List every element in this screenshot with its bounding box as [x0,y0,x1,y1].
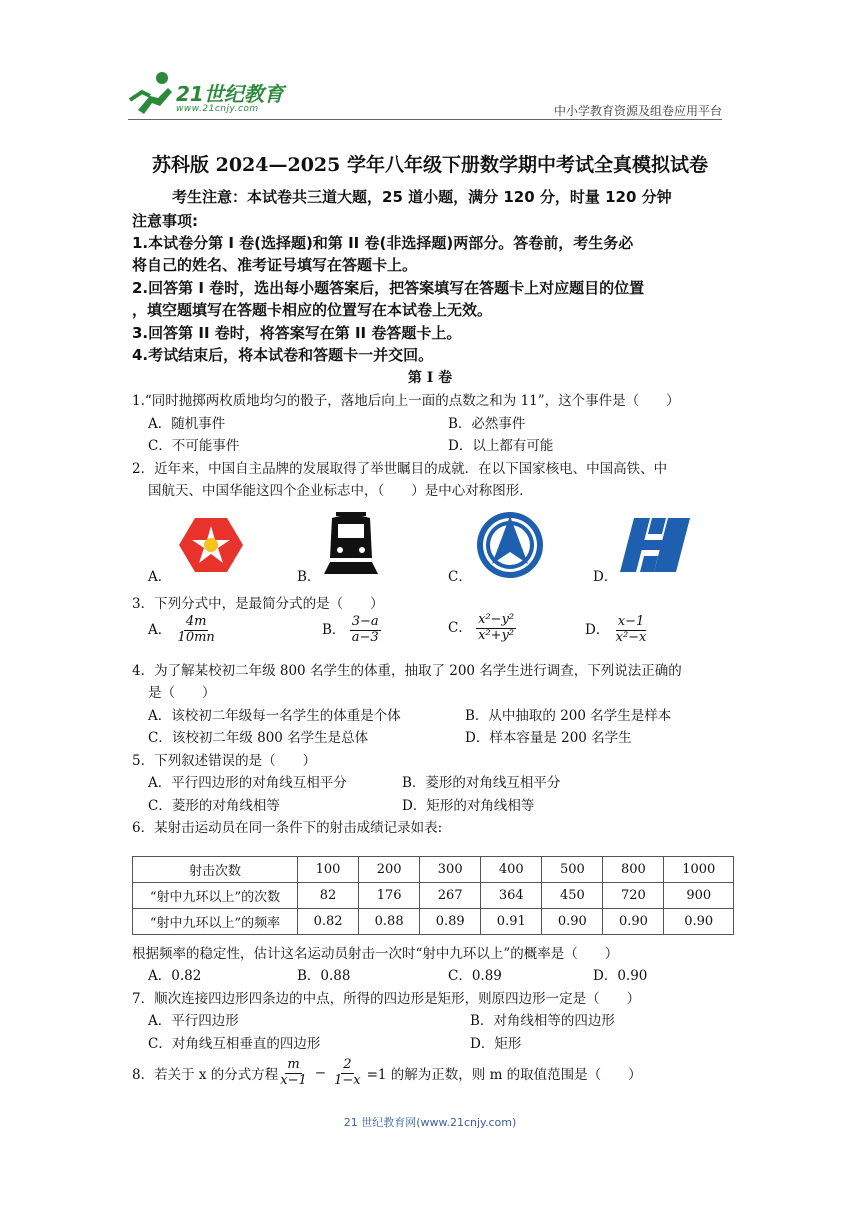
q3-option-d [585,615,648,646]
table-cell: 1000 [664,857,734,883]
table-cell: 900 [664,883,734,909]
q5-option-d: D．矩形的对角线相等 [402,798,535,814]
numerator: 2 [343,1057,352,1072]
q5-option-a: A．平行四边形的对角线互相平分 [148,775,347,791]
page-footer: 21 世纪教育网(www.21cnjy.com) [343,1116,517,1129]
question-7: 7．顺次连接四边形四条边的中点，所得的四边形是矩形，则原四边形一定是（ ） [132,991,641,1007]
note-line: ，填空题填写在答题卡相应的位置写在本试卷上无效。 [132,301,493,319]
table-cell: 200 [359,857,420,883]
fraction [278,1058,309,1089]
table-cell: 176 [359,883,420,909]
q4-option-a: A．该校初二年级每一名学生的体重是个体 [148,708,401,724]
table-cell: 800 [603,857,664,883]
q7-option-a: A．平行四边形 [148,1013,239,1029]
q4-option-c: C．该校初二年级 800 名学生是总体 [148,730,369,746]
table-row [133,909,734,935]
table-cell: 0.89 [420,909,481,935]
table-cell: 364 [481,883,542,909]
q4-option-b: B．从中抽取的 200 名学生是样本 [465,708,672,724]
q6-option-a: A．0.82 [148,968,202,984]
q8-prefix: 8．若关于 x 的分式方程 [132,1067,279,1084]
q6-option-d: D．0.90 [593,968,648,984]
notes-title: 注意事项: [132,212,198,230]
question-8 [132,1058,642,1089]
page-title: 苏科版 2024—2025 学年八年级下册数学期中考试全真模拟试卷 [152,154,708,176]
note-line: 4.考试结束后，将本试卷和答题卡一并交回。 [132,346,434,364]
note-line: 1.本试卷分第 I 卷(选择题)和第 II 卷(非选择题)两部分。答卷前，考生务必 [132,234,634,252]
table-row [133,857,734,883]
fraction [476,613,516,644]
exam-notice: 考生注意：本试卷共三道大题，25 道小题，满分 120 分，时量 120 分钟 [172,188,672,206]
numerator: x−1 [617,614,645,629]
question-2: 2．近年来，中国自主品牌的发展取得了举世瞩目的成就．在以下国家核电、中国高铁、中 [132,461,668,477]
q1-option-b: B．必然事件 [448,416,526,432]
q2-option-a: A． [148,569,172,585]
question-3: 3．下列分式中，是最简分式的是（ ） [132,596,384,612]
q7-option-b: B．对角线相等的四边形 [470,1013,615,1029]
q7-option-c: C．对角线互相垂直的四边形 [148,1036,321,1052]
table-row-header: “射中九环以上”的次数 [133,883,298,909]
q3-option-a [148,615,217,646]
fraction [350,615,381,646]
denominator: x²−x [615,629,647,645]
denominator: x²+y² [478,627,515,643]
numerator: 3−a [351,614,379,629]
table-cell: 500 [542,857,603,883]
question-1: 1.“同时抛掷两枚质地均匀的骰子，落地后向上一面的点数之和为 11”，这个事件是（ ） [132,393,680,409]
table-row-header: “射中九环以上”的频率 [133,909,298,935]
option-label: C． [448,619,472,636]
q7-option-d: D．矩形 [470,1036,522,1052]
table-cell: 0.91 [481,909,542,935]
q6-option-b: B．0.88 [297,968,351,984]
logo-text: 21世纪教育 [176,82,284,106]
table-cell: 400 [481,857,542,883]
table-row-header: 射击次数 [133,857,298,883]
note-line: 2.回答第 I 卷时，选出每小题答案后，把答案填写在答题卡上对应题目的位置 [132,279,645,297]
numerator: x²−y² [478,612,515,627]
q2-option-d: D． [593,569,618,585]
option-label: B． [322,621,346,638]
table-cell: 0.88 [359,909,420,935]
aerospace-logo-icon [474,510,546,580]
question-6: 6．某射击运动员在同一条件下的射击成绩记录如表: [132,820,443,836]
q5-option-c: C．菱形的对角线相等 [148,798,280,814]
header-tagline: 中小学教育资源及组卷应用平台 [553,104,722,118]
table-cell: 0.90 [603,909,664,935]
minus-sign: − [314,1065,327,1082]
denominator: 10mn [177,629,215,645]
fraction [332,1058,363,1089]
nuclear-power-logo-icon [178,516,244,574]
shooting-record-table [132,856,734,935]
runner-logo-icon [128,70,178,116]
q1-option-c: C．不可能事件 [148,438,240,454]
q5-option-b: B．菱形的对角线互相平分 [402,775,561,791]
question-4: 4．为了解某校初二年级 800 名学生的体重，抽取了 200 名学生进行调查，下列说法正确的 [132,663,682,679]
note-line: 3.回答第 II 卷时，将答案写在第 II 卷答题卡上。 [132,324,462,342]
question-2-cont: 国航天、中国华能这四个企业标志中，（ ）是中心对称图形． [148,483,533,499]
table-cell: 450 [542,883,603,909]
q2-option-c: C． [448,569,472,585]
fraction [176,615,217,646]
header-divider [128,119,722,120]
q3-option-b [322,615,381,646]
logo-url: www.21cnjy.com [176,104,259,114]
question-4-cont: 是（ ） [148,685,216,701]
fraction [614,615,649,646]
table-cell: 0.90 [664,909,734,935]
q3-option-c [448,613,516,644]
table-row [133,883,734,909]
q2-option-b: B． [297,569,321,585]
table-cell: 300 [420,857,481,883]
table-cell: 0.82 [298,909,359,935]
note-line: 将自己的姓名、准考证号填写在答题卡上。 [132,256,418,274]
table-cell: 720 [603,883,664,909]
numerator: 4m [185,614,207,629]
question-6-prompt: 根据频率的稳定性，估计这名运动员射击一次时“射中九环以上”的概率是（ ） [132,946,619,962]
q6-option-c: C．0.89 [448,968,502,984]
denominator: a−3 [351,629,379,645]
q1-option-a: A．随机事件 [148,416,226,432]
numerator: m [287,1057,300,1072]
table-cell: 100 [298,857,359,883]
question-5: 5．下列叙述错误的是（ ） [132,753,317,769]
option-label: A． [148,621,172,638]
table-cell: 0.90 [542,909,603,935]
denominator: x−1 [280,1072,307,1088]
table-cell: 82 [298,883,359,909]
q4-option-d: D．样本容量是 200 名学生 [465,730,632,746]
q8-suffix: =1 的解为正数，则 m 的取值范围是（ ） [366,1067,642,1084]
option-label: D． [585,621,610,638]
table-cell: 267 [420,883,481,909]
huaneng-logo-icon [620,516,690,574]
denominator: 1−x [334,1072,361,1088]
q1-option-d: D．以上都有可能 [448,438,554,454]
high-speed-rail-logo-icon [324,510,378,576]
section-heading: 第 I 卷 [407,370,453,386]
